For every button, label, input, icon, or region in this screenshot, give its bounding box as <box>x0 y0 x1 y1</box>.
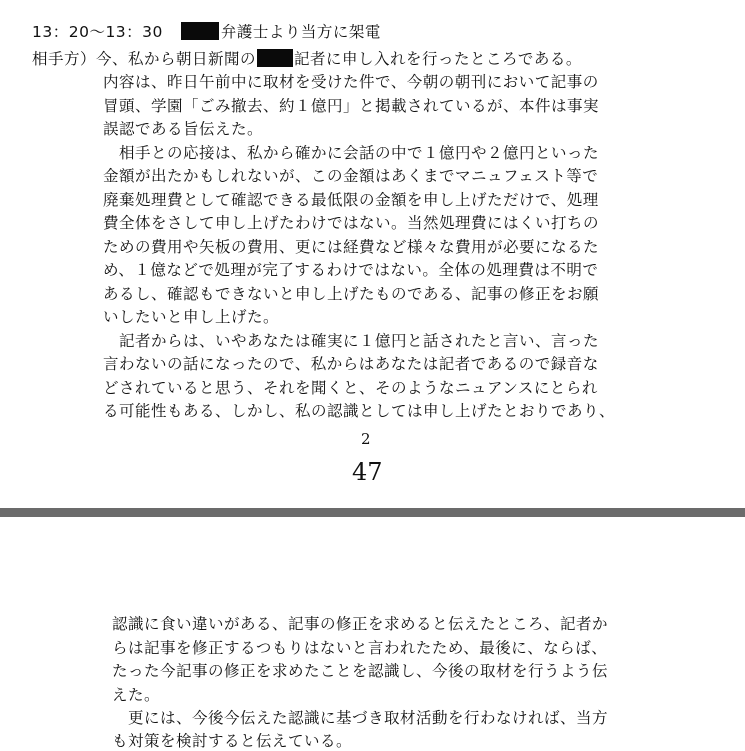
call-time: 13：20～13：30 <box>32 23 163 41</box>
body-line: らは記事を修正するつもりはないと言われたため、最後に、ならば、 <box>112 639 608 657</box>
speaker-line <box>32 49 582 69</box>
redaction-block <box>257 49 293 67</box>
body-line: いしたいと申し上げた。 <box>103 308 280 326</box>
body-line: め、１億などで処理が完了するわけではない。全体の処理費は不明で <box>103 261 599 279</box>
call-header <box>32 22 381 42</box>
body-line: 冒頭、学園「ごみ撤去、約１億円」と掲載されているが、本件は事実 <box>103 97 600 115</box>
body-line: 更には、今後今伝えた認識に基づき取材活動を行わなければ、当方 <box>112 709 609 727</box>
document-page-lower <box>0 517 745 749</box>
body-line: 金額が出たかもしれないが、この金額はあくまでマニュフェスト等で <box>103 167 599 185</box>
line-1-post: 記者に申し入れを行ったところである。 <box>294 50 582 68</box>
redaction-block <box>181 22 219 40</box>
speaker-label: 相手方） <box>32 50 97 68</box>
page-divider <box>0 508 745 517</box>
body-line: 内容は、昨日午前中に取材を受けた件で、今朝の朝刊において記事の <box>103 73 599 91</box>
body-line: 相手との応接は、私から確かに会話の中で１億円や２億円といった <box>103 144 600 162</box>
call-header-label: 弁護士より当方に架電 <box>220 23 381 41</box>
body-line: あるし、確認もできないと申し上げたものである、記事の修正をお願 <box>103 285 600 303</box>
body-line: 誤認である旨伝えた。 <box>103 120 264 138</box>
body-line: 言わないの話になったので、私からはあなたは記者であるので録音な <box>103 355 599 373</box>
body-line: る可能性もある、しかし、私の認識としては申し上げたとおりであり、 <box>103 402 616 420</box>
body-line: たった今記事の修正を求めたことを認識し、今後の取材を行うよう伝 <box>112 662 609 680</box>
body-line: 廃棄処理費として確認できる最低限の金額を申し上げただけで、処理 <box>103 191 599 209</box>
body-line: も対策を検討すると伝えている。 <box>112 732 353 750</box>
body-line: 認識に食い違いがある、記事の修正を求めると伝えたところ、記者か <box>112 615 609 633</box>
body-line: 費全体をさして申し上げたわけではない。当然処理費にはくい打ちの <box>103 214 600 232</box>
line-1-pre: 今、私から朝日新聞の <box>96 50 257 68</box>
page-number-large: 47 <box>352 458 383 486</box>
body-line: 記者からは、いやあなたは確実に１億円と話されたと言い、言った <box>103 332 600 350</box>
body-line: えた。 <box>112 686 161 704</box>
body-line: ための費用や矢板の費用、更には経費など様々な費用が必要になるた <box>103 238 600 256</box>
page-number-small: 2 <box>361 430 371 448</box>
body-line: どされていると思う、それを聞くと、そのようなニュアンスにとられ <box>103 379 598 397</box>
